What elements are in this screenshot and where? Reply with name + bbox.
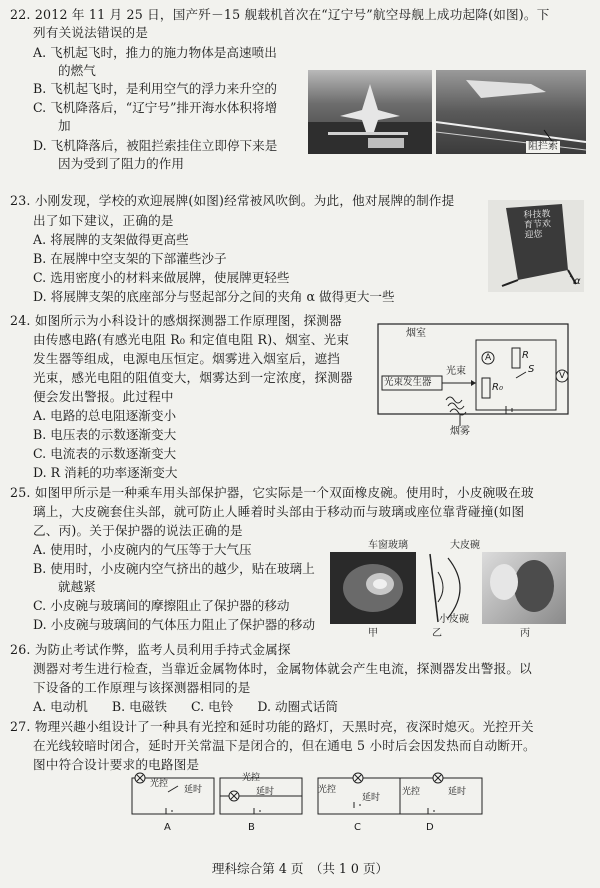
q22-option-d: D. 飞机降落后，被阻拦索挂住立即停下来是 [33, 138, 278, 153]
q25-option-b-cont: 就越紧 [58, 579, 96, 594]
circuit-c-delay: 延时 [362, 793, 381, 803]
q25-option-a: A. 使用时，小皮碗内的气压等于大气压 [33, 542, 252, 557]
q24-option-c: C. 电流表的示数逐渐变大 [33, 446, 177, 461]
ammeter-icon: A [485, 353, 492, 363]
circuit-c-label: C [354, 822, 361, 833]
fig-bing-label: 丙 [520, 628, 530, 639]
big-cup-label: 大皮碗 [450, 540, 480, 551]
circuit-b-light-ctrl: 光控 [242, 773, 261, 783]
circuit-a-delay: 延时 [184, 785, 203, 795]
arresting-cable-photo [436, 70, 586, 154]
carrier-takeoff-photo [308, 70, 432, 154]
q26-stem-line1: 26. 为防止考试作弊，监考人员利用手持式金属探 [10, 642, 291, 657]
circuit-d-label: D [426, 822, 434, 833]
circuit-b-label: B [248, 822, 255, 833]
q23-option-a: A. 将展牌的支架做得更高些 [33, 232, 189, 247]
q26-options: A. 电动机 B. 电磁铁 C. 电铃 D. 动圈式话筒 [33, 699, 338, 714]
smoke-label: 烟雾 [450, 426, 470, 437]
circuit-d-light-ctrl: 光控 [402, 787, 421, 797]
q23-stem-line1: 23. 小刚发现，学校的欢迎展牌(如图)经常被风吹倒。为此，他对展牌的制作提 [10, 193, 455, 208]
q24-stem-line1: 24. 如图所示为小科设计的感烟探测器工作原理图，探测器 [10, 313, 342, 328]
q25-option-b: B. 使用时，小皮碗内空气挤出的越少，贴在玻璃上 [33, 561, 315, 576]
q24-option-b: B. 电压表的示数逐渐变大 [33, 427, 177, 442]
circuit-c [314, 772, 404, 834]
window-glass-label: 车窗玻璃 [368, 540, 408, 551]
small-cup-label: 小皮碗 [439, 614, 469, 625]
beam-label: 光束 [446, 366, 466, 377]
q23-option-d: D. 将展牌支架的底座部分与竖起部分之间的夹角 α 做得更大一些 [33, 289, 395, 304]
protector-photo-jia [330, 552, 416, 624]
q25-option-d: D. 小皮碗与玻璃间的气体压力阻止了保护器的移动 [33, 617, 316, 632]
q22-option-a-cont: 的燃气 [58, 63, 96, 78]
q22-option-c-cont: 加 [58, 118, 71, 133]
arresting-cable-label: 阻拦索 [528, 141, 558, 152]
q22-stem-line2: 列有关说法错误的是 [33, 25, 149, 40]
generator-label: 光束发生器 [384, 377, 432, 388]
q27-stem-line3: 图中符合设计要求的电路图是 [33, 757, 200, 772]
circuit-a [128, 772, 218, 834]
circuit-a-label: A [164, 822, 171, 833]
q22-option-c: C. 飞机降落后，“辽宁号”排开海水体积将增 [33, 100, 278, 115]
q22-option-a: A. 飞机起飞时，推力的施力物体是高速喷出 [33, 45, 277, 60]
smoke-room-label: 烟室 [406, 328, 426, 339]
q24-option-a: A. 电路的总电阻逐渐变小 [33, 408, 177, 423]
fig-jia-label: 甲 [368, 628, 378, 639]
switch-s-label: S [528, 364, 535, 375]
q23-option-b: B. 在展牌中空支架的下部灌些沙子 [33, 251, 227, 266]
q25-stem-line3: 乙、丙)。关于保护器的说法正确的是 [33, 523, 243, 538]
voltmeter-icon: V [559, 371, 566, 381]
q22-option-b: B. 飞机起飞时，是利用空气的浮力来升空的 [33, 81, 277, 96]
q24-stem-line5: 便会发出警报。此过程中 [33, 389, 174, 404]
circuit-b [216, 772, 306, 834]
q27-stem-line1: 27. 物理兴趣小组设计了一种具有光控和延时功能的路灯，天黑时亮，夜深时熄灭。光控开关 [10, 719, 534, 734]
resistor-r0-label: R₀ [492, 382, 503, 393]
q25-option-c: C. 小皮碗与玻璃间的摩擦阻止了保护器的移动 [33, 598, 290, 613]
display-sign-figure [488, 200, 584, 292]
q24-stem-line4: 光束，感光电阻的阻值变大，烟雾达到一定浓度，探测器 [33, 370, 353, 385]
fig-yi-label: 乙 [432, 628, 442, 639]
q23-stem-line2: 出了如下建议，正确的是 [33, 213, 174, 228]
sign-text: 科技教育节欢迎您 [523, 209, 552, 241]
circuit-d [396, 772, 486, 834]
q23-option-c: C. 选用密度小的材料来做展牌，使展牌更轻些 [33, 270, 290, 285]
resistor-r-label: R [522, 350, 529, 361]
circuit-d-delay: 延时 [448, 787, 467, 797]
q26-stem-line2: 测器对考生进行检查，当靠近金属物体时，金属物体就会产生电流，探测器发出警报。以 [33, 661, 532, 676]
circuit-c-light-ctrl: 光控 [318, 785, 337, 795]
circuit-a-light-ctrl: 光控 [150, 779, 169, 789]
smoke-detector-figure [376, 322, 588, 438]
protector-photo-bing [482, 552, 566, 624]
q26-stem-line3: 下设备的工作原理与该探测器相同的是 [33, 680, 251, 695]
q27-stem-line2: 在光线较暗时闭合，延时开关常温下是闭合的，但在通电 5 小时后会因发热而自动断开。 [33, 738, 536, 753]
q25-stem-line2: 璃上，大皮碗套住头部，就可防止人睡着时头部由于移动而与玻璃或座位靠背碰撞(如图 [33, 504, 525, 519]
alpha-label: α [574, 276, 581, 287]
q22-option-d-cont: 因为受到了阻力的作用 [58, 156, 184, 171]
page-footer: 理科综合第 4 页 （共 1 0 页） [211, 861, 389, 876]
q25-stem-line1: 25. 如图甲所示是一种乘车用头部保护器，它实际是一个双面橡皮碗。使用时，小皮碗吸在玻 [10, 485, 534, 500]
q24-option-d: D. R 消耗的功率逐渐变大 [33, 465, 178, 480]
q24-stem-line3: 发生器等组成，电源电压恒定。烟雾进入烟室后，遮挡 [33, 351, 341, 366]
q22-stem-line1: 22. 2012 年 11 月 25 日，国产歼－15 舰载机首次在“辽宁号”航空母舰上成功起降(如图)。下 [10, 7, 550, 22]
q24-stem-line2: 由传感电路(有感光电阻 R₀ 和定值电阻 R)、烟室、光束 [33, 332, 350, 347]
circuit-b-delay: 延时 [256, 787, 275, 797]
